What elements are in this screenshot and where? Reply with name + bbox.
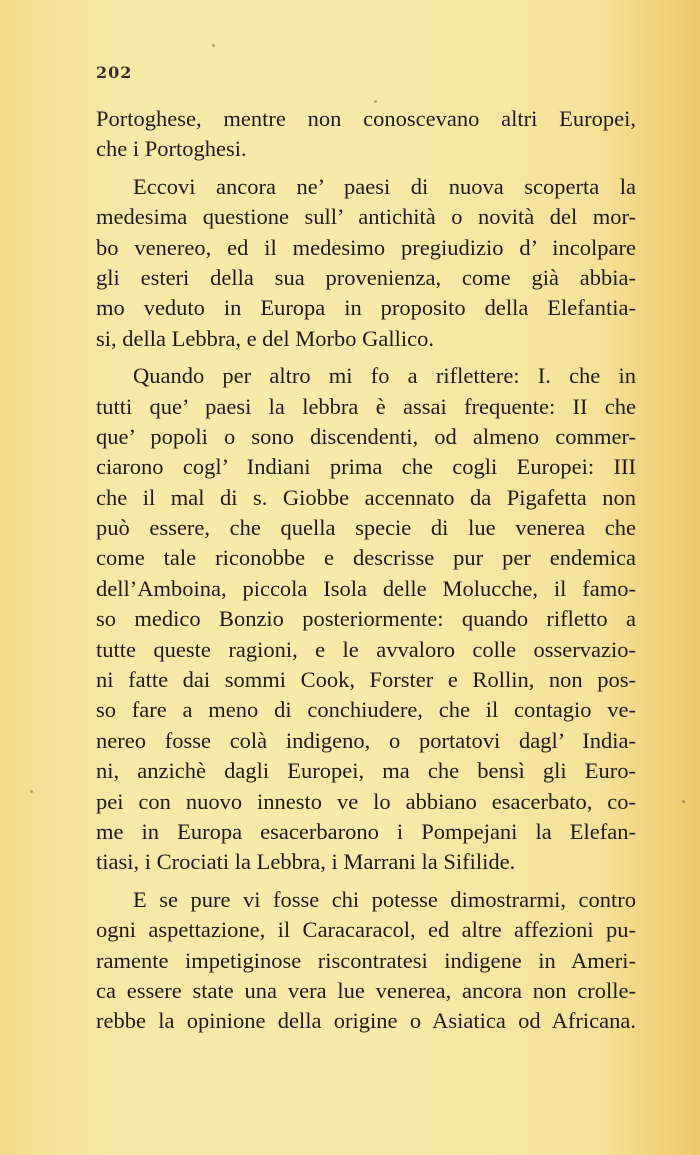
text-line: ramente impetiginose riscontratesi indigene in Ameri-	[96, 947, 636, 973]
paper-speck	[212, 44, 215, 47]
text-line: ca essere state una vera lue venerea, ancora non crolle-	[96, 977, 636, 1003]
text-line: so fare a meno di conchiudere, che il contagio ve-	[96, 697, 636, 723]
text-line: come tale riconobbe e descrisse pur per endemica	[96, 545, 636, 571]
text-line: dell’Amboina, piccola Isola delle Molucche, il famo-	[96, 575, 636, 601]
body-text	[96, 104, 636, 1037]
text-line: me in Europa esacerbarono i Pompejani la Elefan-	[96, 818, 636, 844]
text-line: ogni aspettazione, il Caracaracol, ed altre affezioni pu-	[96, 917, 636, 943]
paragraph-2	[96, 172, 636, 354]
paper-speck	[374, 100, 377, 103]
paragraph-4	[96, 885, 636, 1037]
text-line: pei con nuovo innesto ve lo abbiano esacerbato, co-	[96, 788, 636, 814]
text-line: bo venereo, ed il medesimo pregiudizio d’ incolpare	[96, 234, 636, 260]
text-line: Quando per altro mi fo a riflettere: I. che in	[133, 363, 636, 389]
text-line: so medico Bonzio posteriormente: quando rifletto a	[96, 606, 636, 632]
text-line: tutti que’ paesi la lebbra è assai frequente: II che	[96, 393, 636, 419]
text-line: rebbe la opinione della origine o Asiatica od Africana.	[96, 1008, 636, 1034]
text-line: può essere, che quella specie di lue venerea che	[96, 515, 636, 541]
text-line: ni fatte dai sommi Cook, Forster e Rollin, non pos-	[96, 667, 636, 693]
text-line: si, della Lebbra, e del Morbo Gallico.	[96, 325, 435, 351]
text-line: nereo fosse colà indigeno, o portatovi dagl’ India-	[96, 727, 636, 753]
text-line: che il mal di s. Giobbe accennato da Pigafetta non	[96, 484, 636, 510]
text-line: Portoghese, mentre non conoscevano altri Europei,	[96, 106, 636, 131]
text-line: che i Portoghesi.	[96, 136, 247, 162]
paragraph-1	[96, 104, 636, 165]
paper-speck	[30, 790, 33, 793]
paragraph-3	[96, 361, 636, 878]
text-line: ni, anzichè dagli Europei, ma che bensì gli Euro-	[96, 758, 636, 784]
text-line: Eccovi ancora ne’ paesi di nuova scoperta la	[133, 173, 636, 199]
text-line: ciarono cogl’ Indiani prima che cogli Europei: III	[96, 454, 636, 480]
text-line: tiasi, i Crociati la Lebbra, i Marrani la Sifilide.	[96, 849, 516, 875]
text-line: tutte queste ragioni, e le avvaloro colle osservazio-	[96, 636, 636, 662]
text-line: medesima questione sull’ antichità o novità del mor-	[96, 204, 636, 230]
text-line: gli esteri della sua provenienza, come già abbia-	[96, 264, 636, 290]
text-line: mo veduto in Europa in proposito della Elefantia-	[96, 295, 636, 321]
text-line: que’ popoli o sono discendenti, od almeno commer-	[96, 423, 636, 449]
paper-speck	[682, 800, 685, 803]
page-number: 202	[96, 63, 133, 82]
text-line: E se pure vi fosse chi potesse dimostrarmi, contro	[133, 886, 636, 912]
